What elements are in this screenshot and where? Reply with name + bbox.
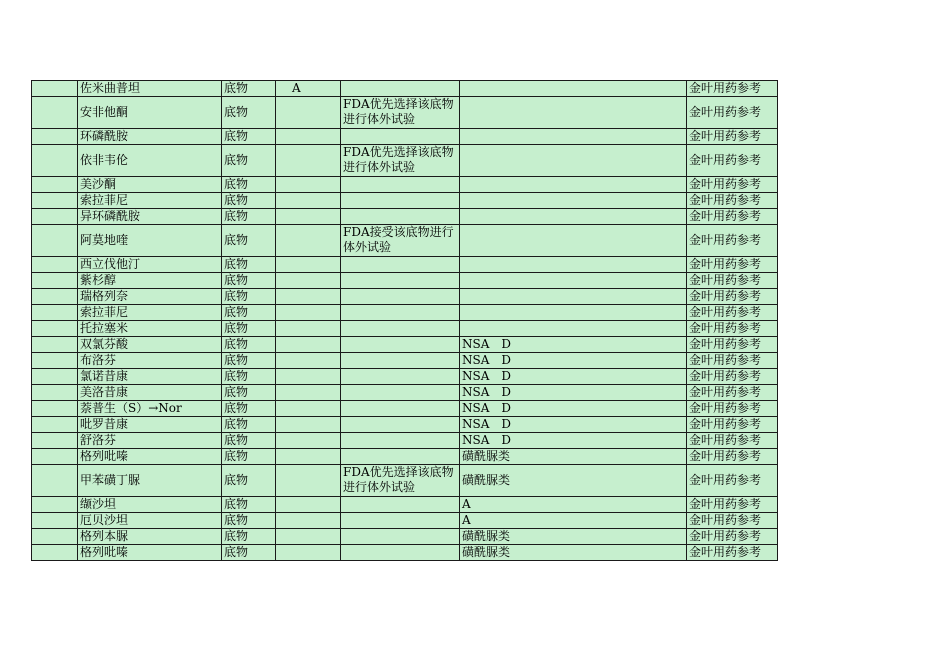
table-row bbox=[32, 401, 778, 417]
cell-role[interactable]: 底物 bbox=[222, 129, 276, 145]
table-body bbox=[32, 81, 778, 561]
cell-category[interactable] bbox=[460, 273, 687, 289]
cell-index[interactable] bbox=[32, 353, 78, 369]
cell-note[interactable] bbox=[341, 401, 460, 417]
cell-category[interactable] bbox=[460, 97, 687, 129]
cell-source[interactable]: 金叶用药参考 bbox=[687, 449, 778, 465]
cell-note[interactable]: FDA优先选择该底物进行体外试验 bbox=[341, 145, 460, 177]
cell-category[interactable] bbox=[460, 289, 687, 305]
cell-grade[interactable] bbox=[276, 385, 341, 401]
table-row bbox=[32, 465, 778, 497]
cell-grade[interactable] bbox=[276, 401, 341, 417]
cell-index[interactable] bbox=[32, 129, 78, 145]
cell-source[interactable]: 金叶用药参考 bbox=[687, 305, 778, 321]
cell-note[interactable] bbox=[341, 321, 460, 337]
cell-source[interactable]: 金叶用药参考 bbox=[687, 145, 778, 177]
cell-grade[interactable] bbox=[276, 433, 341, 449]
cell-category[interactable] bbox=[460, 321, 687, 337]
cell-source[interactable]: 金叶用药参考 bbox=[687, 497, 778, 513]
cell-index[interactable] bbox=[32, 433, 78, 449]
cell-index[interactable] bbox=[32, 545, 78, 561]
cell-index[interactable] bbox=[32, 529, 78, 545]
cell-role[interactable]: 底物 bbox=[222, 193, 276, 209]
cell-drug-name[interactable]: 美洛昔康 bbox=[78, 385, 222, 401]
cell-category[interactable]: NSA D bbox=[460, 337, 687, 353]
cell-source[interactable]: 金叶用药参考 bbox=[687, 369, 778, 385]
cell-index[interactable] bbox=[32, 81, 78, 97]
cell-index[interactable] bbox=[32, 369, 78, 385]
cell-role[interactable]: 底物 bbox=[222, 385, 276, 401]
grade-value bbox=[278, 417, 292, 431]
grade-value bbox=[278, 353, 292, 367]
table-row bbox=[32, 529, 778, 545]
cell-grade[interactable] bbox=[276, 305, 341, 321]
cell-grade[interactable] bbox=[276, 449, 341, 465]
cell-role[interactable]: 底物 bbox=[222, 289, 276, 305]
cell-category[interactable] bbox=[460, 209, 687, 225]
cell-note[interactable] bbox=[341, 417, 460, 433]
cell-role[interactable]: 底物 bbox=[222, 321, 276, 337]
cell-grade[interactable] bbox=[276, 497, 341, 513]
grade-value bbox=[278, 473, 292, 487]
grade-value bbox=[278, 105, 292, 119]
cell-note[interactable] bbox=[341, 545, 460, 561]
drug-substrate-table bbox=[31, 80, 778, 561]
cell-grade[interactable] bbox=[276, 289, 341, 305]
cell-grade[interactable] bbox=[276, 97, 341, 129]
cell-drug-name[interactable]: 瑞格列奈 bbox=[78, 289, 222, 305]
table-row bbox=[32, 289, 778, 305]
grade-value bbox=[278, 497, 292, 511]
cell-note[interactable] bbox=[341, 385, 460, 401]
grade-value bbox=[278, 545, 292, 559]
grade-value bbox=[278, 385, 292, 399]
table-row bbox=[32, 337, 778, 353]
cell-source[interactable]: 金叶用药参考 bbox=[687, 513, 778, 529]
grade-value bbox=[278, 369, 292, 383]
cell-index[interactable] bbox=[32, 177, 78, 193]
cell-source[interactable]: 金叶用药参考 bbox=[687, 273, 778, 289]
cell-drug-name[interactable]: 吡罗昔康 bbox=[78, 417, 222, 433]
cell-category[interactable]: 磺酰脲类 bbox=[460, 465, 687, 497]
cell-role[interactable]: 底物 bbox=[222, 497, 276, 513]
grade-value bbox=[278, 433, 292, 447]
cell-note[interactable] bbox=[341, 193, 460, 209]
cell-note[interactable]: FDA优先选择该底物进行体外试验 bbox=[341, 465, 460, 497]
cell-index[interactable] bbox=[32, 449, 78, 465]
cell-grade[interactable] bbox=[276, 545, 341, 561]
cell-drug-name[interactable]: 舒洛芬 bbox=[78, 433, 222, 449]
cell-role[interactable]: 底物 bbox=[222, 97, 276, 129]
cell-grade[interactable] bbox=[276, 177, 341, 193]
cell-role[interactable]: 底物 bbox=[222, 257, 276, 273]
cell-role[interactable]: 底物 bbox=[222, 369, 276, 385]
cell-role[interactable]: 底物 bbox=[222, 529, 276, 545]
cell-drug-name[interactable]: 美沙酮 bbox=[78, 177, 222, 193]
cell-note[interactable]: FDA接受该底物进行体外试验 bbox=[341, 225, 460, 257]
grade-value: A bbox=[292, 81, 301, 95]
cell-category[interactable]: NSA D bbox=[460, 369, 687, 385]
cell-grade[interactable] bbox=[276, 529, 341, 545]
cell-drug-name[interactable]: 环磷酰胺 bbox=[78, 129, 222, 145]
cell-index[interactable] bbox=[32, 289, 78, 305]
cell-category[interactable] bbox=[460, 81, 687, 97]
cell-drug-name[interactable]: 西立伐他汀 bbox=[78, 257, 222, 273]
grade-value bbox=[278, 289, 292, 303]
grade-value bbox=[278, 305, 292, 319]
table-row bbox=[32, 545, 778, 561]
cell-note[interactable] bbox=[341, 497, 460, 513]
grade-value bbox=[278, 529, 292, 543]
cell-drug-name[interactable]: 佐米曲普坦 bbox=[78, 81, 222, 97]
cell-category[interactable]: NSA D bbox=[460, 401, 687, 417]
grade-value bbox=[278, 513, 292, 527]
cell-source[interactable]: 金叶用药参考 bbox=[687, 289, 778, 305]
cell-source[interactable]: 金叶用药参考 bbox=[687, 97, 778, 129]
cell-drug-name[interactable]: 布洛芬 bbox=[78, 353, 222, 369]
cell-source[interactable]: 金叶用药参考 bbox=[687, 177, 778, 193]
cell-note[interactable] bbox=[341, 433, 460, 449]
cell-drug-name[interactable]: 索拉菲尼 bbox=[78, 193, 222, 209]
cell-role[interactable]: 底物 bbox=[222, 145, 276, 177]
cell-grade[interactable] bbox=[276, 417, 341, 433]
table-row bbox=[32, 321, 778, 337]
cell-grade[interactable] bbox=[276, 353, 341, 369]
cell-category[interactable]: A bbox=[460, 497, 687, 513]
cell-category[interactable]: 磺酰脲类 bbox=[460, 529, 687, 545]
cell-role[interactable]: 底物 bbox=[222, 273, 276, 289]
cell-index[interactable] bbox=[32, 305, 78, 321]
cell-source[interactable]: 金叶用药参考 bbox=[687, 353, 778, 369]
table-row bbox=[32, 177, 778, 193]
grade-value bbox=[278, 153, 292, 167]
cell-grade[interactable] bbox=[276, 145, 341, 177]
grade-value bbox=[278, 233, 292, 247]
table-row bbox=[32, 129, 778, 145]
cell-role[interactable]: 底物 bbox=[222, 417, 276, 433]
grade-value bbox=[278, 177, 292, 191]
cell-source[interactable]: 金叶用药参考 bbox=[687, 417, 778, 433]
cell-index[interactable] bbox=[32, 417, 78, 433]
table-row bbox=[32, 369, 778, 385]
cell-index[interactable] bbox=[32, 97, 78, 129]
table-row bbox=[32, 449, 778, 465]
cell-role[interactable]: 底物 bbox=[222, 305, 276, 321]
table-row bbox=[32, 97, 778, 129]
cell-grade[interactable] bbox=[276, 81, 341, 97]
cell-drug-name[interactable]: 格列本脲 bbox=[78, 529, 222, 545]
cell-index[interactable] bbox=[32, 273, 78, 289]
cell-grade[interactable] bbox=[276, 209, 341, 225]
cell-source[interactable]: 金叶用药参考 bbox=[687, 321, 778, 337]
cell-category[interactable] bbox=[460, 193, 687, 209]
cell-drug-name[interactable]: 双氯芬酸 bbox=[78, 337, 222, 353]
cell-source[interactable]: 金叶用药参考 bbox=[687, 209, 778, 225]
cell-grade[interactable] bbox=[276, 273, 341, 289]
cell-category[interactable] bbox=[460, 225, 687, 257]
table-row bbox=[32, 305, 778, 321]
cell-source[interactable]: 金叶用药参考 bbox=[687, 385, 778, 401]
cell-note[interactable] bbox=[341, 129, 460, 145]
grade-value bbox=[278, 449, 292, 463]
table-row bbox=[32, 273, 778, 289]
cell-source[interactable]: 金叶用药参考 bbox=[687, 529, 778, 545]
cell-index[interactable] bbox=[32, 209, 78, 225]
cell-drug-name[interactable]: 紫杉醇 bbox=[78, 273, 222, 289]
cell-grade[interactable] bbox=[276, 321, 341, 337]
table-row bbox=[32, 81, 778, 97]
cell-source[interactable]: 金叶用药参考 bbox=[687, 81, 778, 97]
cell-role[interactable]: 底物 bbox=[222, 449, 276, 465]
cell-role[interactable]: 底物 bbox=[222, 465, 276, 497]
grade-value bbox=[278, 401, 292, 415]
cell-role[interactable]: 底物 bbox=[222, 81, 276, 97]
cell-drug-name[interactable]: 索拉菲尼 bbox=[78, 305, 222, 321]
cell-category[interactable] bbox=[460, 257, 687, 273]
cell-source[interactable]: 金叶用药参考 bbox=[687, 129, 778, 145]
cell-category[interactable]: 磺酰脲类 bbox=[460, 449, 687, 465]
grade-value bbox=[278, 273, 292, 287]
cell-source[interactable]: 金叶用药参考 bbox=[687, 433, 778, 449]
cell-note[interactable] bbox=[341, 337, 460, 353]
cell-source[interactable]: 金叶用药参考 bbox=[687, 225, 778, 257]
cell-note[interactable] bbox=[341, 305, 460, 321]
cell-drug-name[interactable]: 异环磷酰胺 bbox=[78, 209, 222, 225]
table-row bbox=[32, 145, 778, 177]
cell-category[interactable]: NSA D bbox=[460, 385, 687, 401]
cell-category[interactable]: NSA D bbox=[460, 417, 687, 433]
cell-index[interactable] bbox=[32, 497, 78, 513]
cell-category[interactable] bbox=[460, 129, 687, 145]
cell-index[interactable] bbox=[32, 401, 78, 417]
table-row bbox=[32, 209, 778, 225]
cell-grade[interactable] bbox=[276, 465, 341, 497]
cell-drug-name[interactable]: 阿莫地喹 bbox=[78, 225, 222, 257]
cell-drug-name[interactable]: 萘普生（S）→Nor bbox=[78, 401, 222, 417]
cell-note[interactable] bbox=[341, 513, 460, 529]
cell-note[interactable] bbox=[341, 529, 460, 545]
cell-note[interactable] bbox=[341, 273, 460, 289]
cell-drug-name[interactable]: 缬沙坦 bbox=[78, 497, 222, 513]
cell-grade[interactable] bbox=[276, 369, 341, 385]
cell-note[interactable] bbox=[341, 81, 460, 97]
cell-role[interactable]: 底物 bbox=[222, 225, 276, 257]
cell-role[interactable]: 底物 bbox=[222, 545, 276, 561]
cell-category[interactable] bbox=[460, 305, 687, 321]
cell-category[interactable]: A bbox=[460, 513, 687, 529]
cell-index[interactable] bbox=[32, 337, 78, 353]
cell-drug-name[interactable]: 格列吡嗪 bbox=[78, 545, 222, 561]
cell-index[interactable] bbox=[32, 465, 78, 497]
table-row bbox=[32, 225, 778, 257]
cell-index[interactable] bbox=[32, 225, 78, 257]
cell-role[interactable]: 底物 bbox=[222, 177, 276, 193]
grade-value bbox=[278, 321, 292, 335]
cell-grade[interactable] bbox=[276, 337, 341, 353]
cell-grade[interactable] bbox=[276, 225, 341, 257]
cell-source[interactable]: 金叶用药参考 bbox=[687, 465, 778, 497]
cell-role[interactable]: 底物 bbox=[222, 337, 276, 353]
cell-role[interactable]: 底物 bbox=[222, 209, 276, 225]
cell-category[interactable]: 磺酰脲类 bbox=[460, 545, 687, 561]
cell-grade[interactable] bbox=[276, 513, 341, 529]
cell-role[interactable]: 底物 bbox=[222, 433, 276, 449]
grade-value bbox=[278, 337, 292, 351]
cell-category[interactable]: NSA D bbox=[460, 433, 687, 449]
table-row bbox=[32, 353, 778, 369]
cell-source[interactable]: 金叶用药参考 bbox=[687, 401, 778, 417]
cell-source[interactable]: 金叶用药参考 bbox=[687, 337, 778, 353]
cell-index[interactable] bbox=[32, 321, 78, 337]
table-row bbox=[32, 433, 778, 449]
cell-drug-name[interactable]: 依非韦伦 bbox=[78, 145, 222, 177]
cell-drug-name[interactable]: 氯诺昔康 bbox=[78, 369, 222, 385]
cell-note[interactable] bbox=[341, 177, 460, 193]
table-row bbox=[32, 385, 778, 401]
cell-note[interactable]: FDA优先选择该底物进行体外试验 bbox=[341, 97, 460, 129]
cell-grade[interactable] bbox=[276, 193, 341, 209]
table-row bbox=[32, 513, 778, 529]
cell-note[interactable] bbox=[341, 353, 460, 369]
cell-drug-name[interactable]: 厄贝沙坦 bbox=[78, 513, 222, 529]
grade-value bbox=[278, 209, 292, 223]
table-row bbox=[32, 193, 778, 209]
cell-drug-name[interactable]: 格列吡嗪 bbox=[78, 449, 222, 465]
cell-note[interactable] bbox=[341, 369, 460, 385]
cell-drug-name[interactable]: 甲苯磺丁脲 bbox=[78, 465, 222, 497]
cell-grade[interactable] bbox=[276, 129, 341, 145]
cell-category[interactable]: NSA D bbox=[460, 353, 687, 369]
cell-note[interactable] bbox=[341, 289, 460, 305]
grade-value bbox=[278, 257, 292, 271]
cell-grade[interactable] bbox=[276, 257, 341, 273]
table-row bbox=[32, 257, 778, 273]
cell-role[interactable]: 底物 bbox=[222, 513, 276, 529]
table-row bbox=[32, 417, 778, 433]
cell-index[interactable] bbox=[32, 193, 78, 209]
cell-source[interactable]: 金叶用药参考 bbox=[687, 257, 778, 273]
cell-note[interactable] bbox=[341, 209, 460, 225]
cell-drug-name[interactable]: 托拉塞米 bbox=[78, 321, 222, 337]
cell-index[interactable] bbox=[32, 145, 78, 177]
cell-role[interactable]: 底物 bbox=[222, 353, 276, 369]
grade-value bbox=[278, 129, 292, 143]
cell-note[interactable] bbox=[341, 449, 460, 465]
cell-index[interactable] bbox=[32, 385, 78, 401]
cell-role[interactable]: 底物 bbox=[222, 401, 276, 417]
cell-drug-name[interactable]: 安非他酮 bbox=[78, 97, 222, 129]
cell-source[interactable]: 金叶用药参考 bbox=[687, 545, 778, 561]
cell-source[interactable]: 金叶用药参考 bbox=[687, 193, 778, 209]
cell-index[interactable] bbox=[32, 257, 78, 273]
cell-category[interactable] bbox=[460, 177, 687, 193]
table-row bbox=[32, 497, 778, 513]
cell-index[interactable] bbox=[32, 513, 78, 529]
cell-note[interactable] bbox=[341, 257, 460, 273]
grade-value bbox=[278, 193, 292, 207]
cell-category[interactable] bbox=[460, 145, 687, 177]
